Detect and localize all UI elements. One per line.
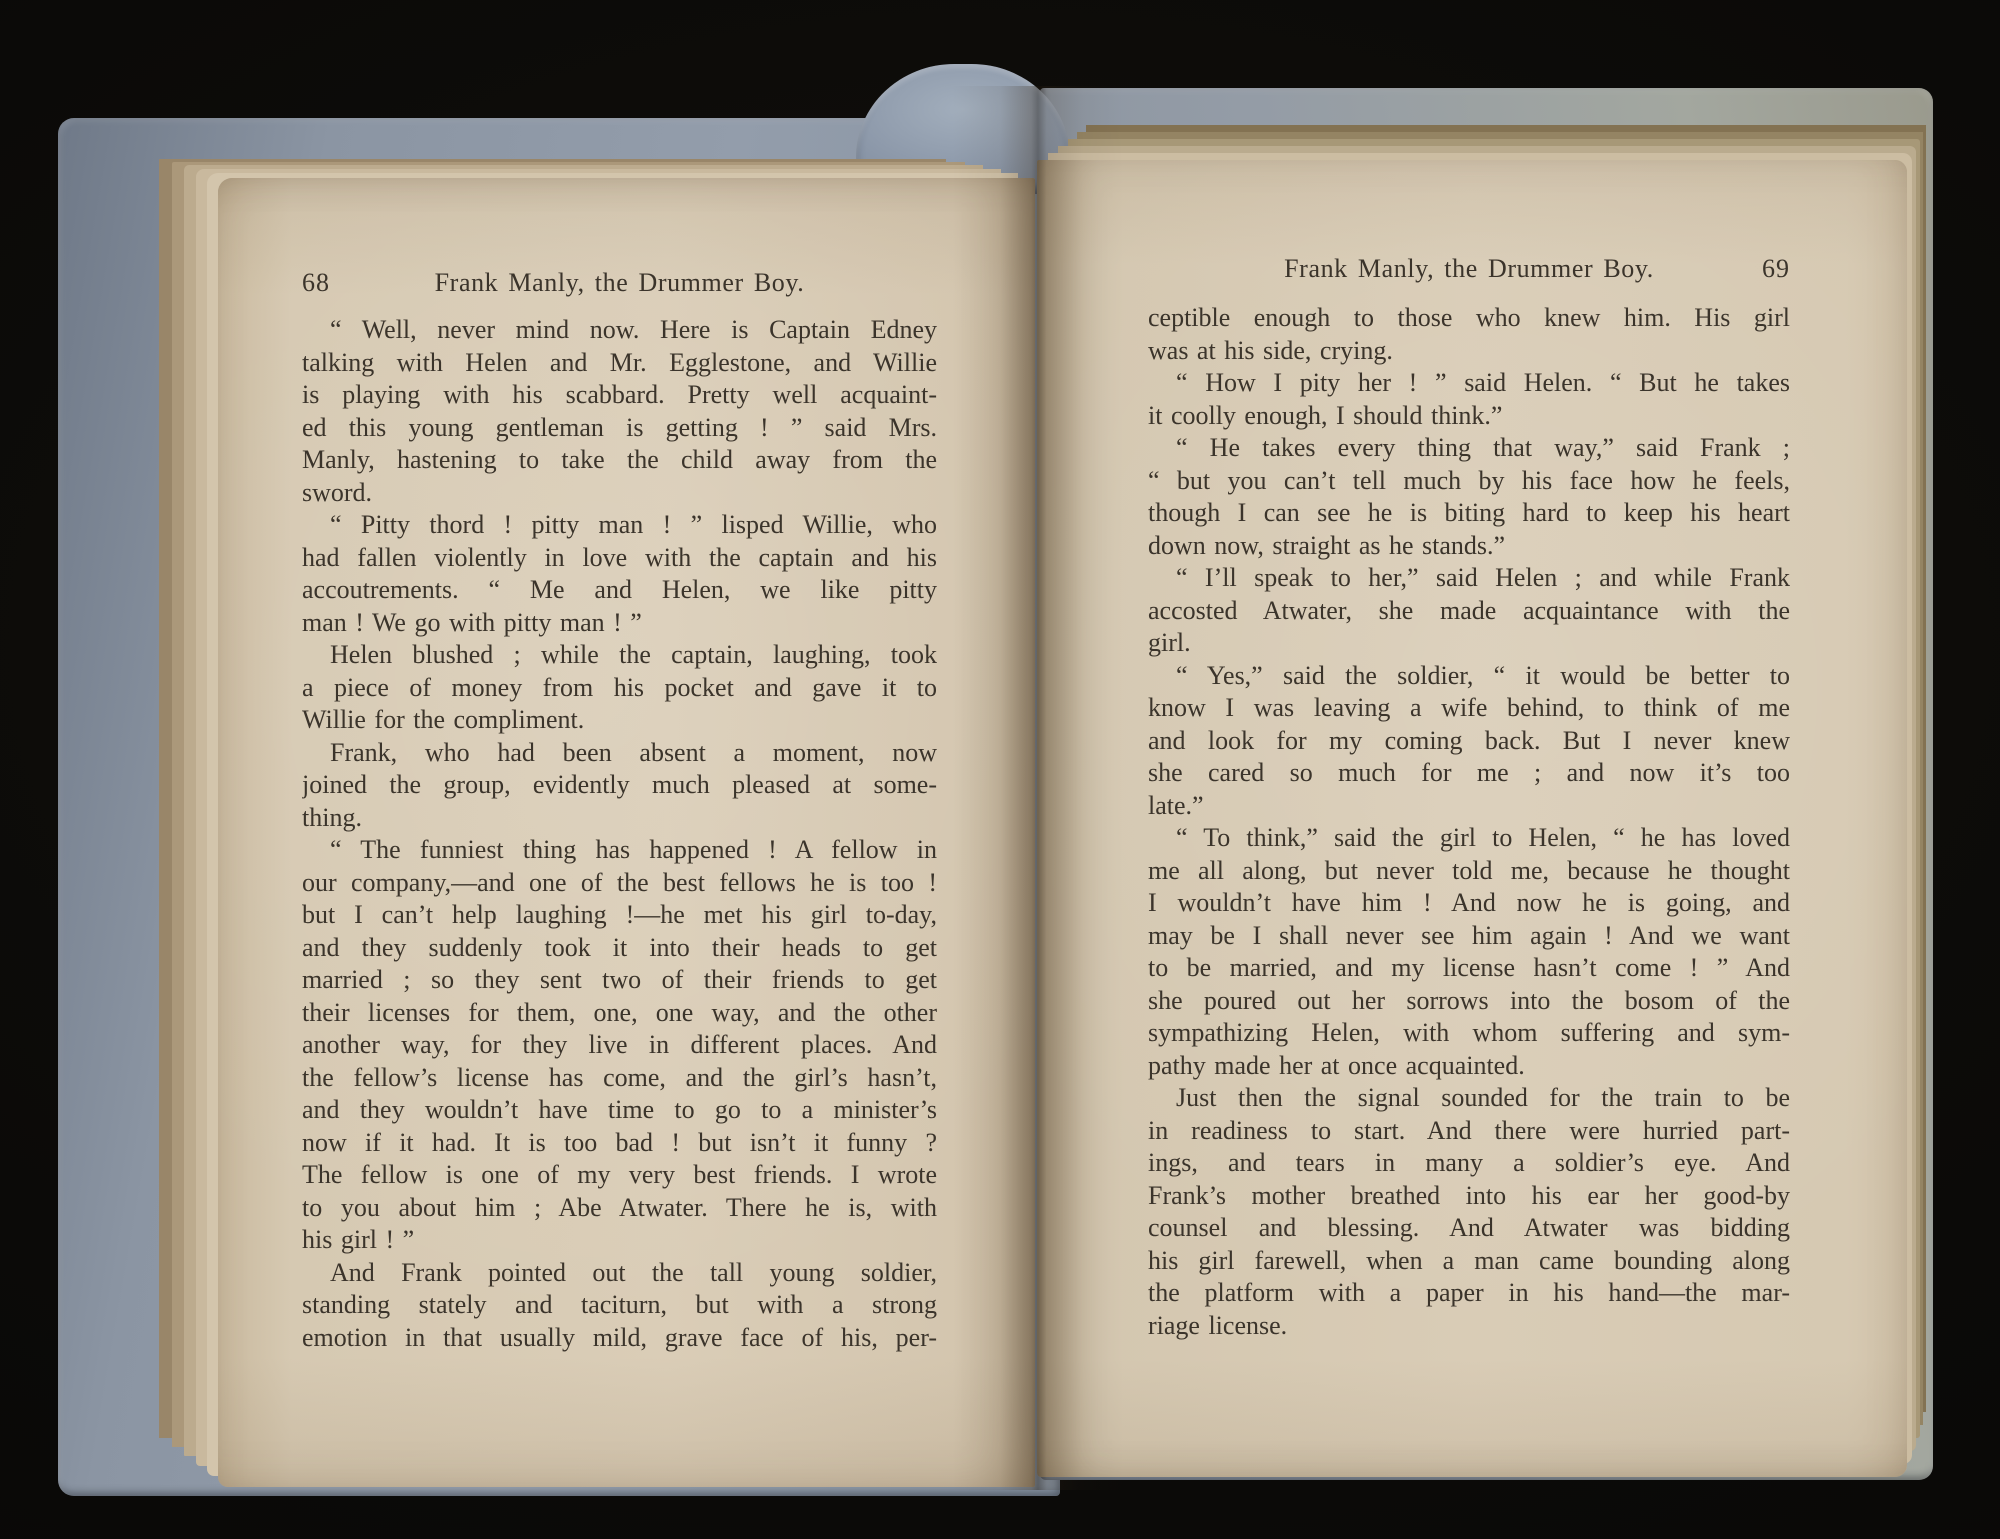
text-line: our company,—and one of the best fellows he is too ! xyxy=(302,867,937,897)
text-line: “ The funniest thing has happened ! A fellow in xyxy=(330,835,937,864)
right-running-title: Frank Manly, the Drummer Boy. xyxy=(1284,254,1654,283)
text-line: she cared so much for me ; and now it’s too xyxy=(1148,758,1790,787)
text-line: Frank’s mother breathed into his ear her good-by xyxy=(1148,1180,1790,1210)
text-line: is playing with his scabbard. Pretty well acquaint- xyxy=(302,380,937,409)
text-line: Helen blushed ; while the captain, laughing, took xyxy=(330,640,937,669)
text-line: it coolly enough, I should think.” xyxy=(1148,400,1503,430)
text-line: the platform with a paper in his hand—the mar- xyxy=(1148,1278,1790,1307)
text-line: his girl ! ” xyxy=(302,1225,415,1254)
text-line: Willie for the compliment. xyxy=(302,705,585,734)
text-line: late.” xyxy=(1148,790,1204,820)
text-line: the fellow’s license has come, and the girl’s hasn’t, xyxy=(302,1062,937,1092)
text-line: “ Well, never mind now. Here is Captain Edney xyxy=(330,315,937,344)
right-page-text xyxy=(1148,302,1790,1342)
text-line: And Frank pointed out the tall young soldier, xyxy=(330,1257,937,1287)
text-line: and they suddenly took it into their heads to get xyxy=(302,932,937,962)
text-line: “ Yes,” said the soldier, “ it would be better to xyxy=(1176,660,1790,690)
text-line: riage license. xyxy=(1148,1310,1288,1340)
text-line: know I was leaving a wife behind, to think of me xyxy=(1148,693,1790,722)
text-line: had fallen violently in love with the captain and his xyxy=(302,542,937,572)
text-line: and they wouldn’t have time to go to a minister’s xyxy=(302,1095,937,1124)
left-page xyxy=(218,178,1035,1487)
text-line: thing. xyxy=(302,802,362,832)
text-line: married ; so they sent two of their friends to get xyxy=(302,965,937,994)
left-page-number: 68 xyxy=(302,268,330,297)
text-line: down now, straight as he stands.” xyxy=(1148,530,1506,560)
text-line: emotion in that usually mild, grave face of his, per- xyxy=(302,1322,937,1352)
text-line: Manly, hastening to take the child away from the xyxy=(302,445,937,474)
text-line: may be I shall never see him again ! And we want xyxy=(1148,920,1790,950)
text-line: now if it had. It is too bad ! but isn’t it funny ? xyxy=(302,1127,937,1157)
text-line: “ He takes every thing that way,” said Frank ; xyxy=(1176,433,1790,462)
right-page-header xyxy=(1148,254,1790,284)
text-line: Just then the signal sounded for the train to be xyxy=(1176,1083,1790,1112)
text-line: “ Pitty thord ! pitty man ! ” lisped Willie, who xyxy=(330,510,937,539)
text-line: man ! We go with pitty man ! ” xyxy=(302,607,642,637)
text-line: a piece of money from his pocket and gave it to xyxy=(302,672,937,702)
text-line: she poured out her sorrows into the bosom of the xyxy=(1148,985,1790,1015)
text-line: I wouldn’t have him ! And now he is going, and xyxy=(1148,888,1790,917)
text-line: “ To think,” said the girl to Helen, “ he has loved xyxy=(1176,823,1790,852)
text-line: standing stately and taciturn, but with a strong xyxy=(302,1290,937,1319)
right-page xyxy=(1037,160,1907,1477)
text-line: ed this young gentleman is getting ! ” said Mrs. xyxy=(302,412,937,442)
text-line: to be married, and my license hasn’t come ! ” And xyxy=(1148,953,1790,982)
text-line: ceptible enough to those who knew him. His girl xyxy=(1148,303,1790,332)
text-line: to you about him ; Abe Atwater. There he is, with xyxy=(302,1192,937,1222)
text-line: in readiness to start. And there were hurried part- xyxy=(1148,1115,1790,1145)
text-line: pathy made her at once acquainted. xyxy=(1148,1050,1525,1080)
text-line: sympathizing Helen, with whom suffering and sym- xyxy=(1148,1018,1790,1047)
text-line: sword. xyxy=(302,477,373,507)
text-line: me all along, but never told me, because he thought xyxy=(1148,855,1790,885)
left-running-title: Frank Manly, the Drummer Boy. xyxy=(434,268,805,297)
text-line: accoutrements. “ Me and Helen, we like pitty xyxy=(302,575,937,604)
text-line: but I can’t help laughing !—he met his girl to-day, xyxy=(302,900,937,929)
text-line: their licenses for them, one, one way, and the other xyxy=(302,997,937,1027)
text-line: “ How I pity her ! ” said Helen. “ But he takes xyxy=(1176,368,1790,397)
text-line: joined the group, evidently much pleased at some- xyxy=(302,770,937,799)
text-line: though I can see he is biting hard to keep his heart xyxy=(1148,498,1790,527)
text-line: Frank, who had been absent a moment, now xyxy=(330,737,937,767)
text-line: was at his side, crying. xyxy=(1148,335,1393,365)
text-line: The fellow is one of my very best friends. I wrote xyxy=(302,1160,937,1189)
text-line: accosted Atwater, she made acquaintance with the xyxy=(1148,595,1790,625)
text-line: “ but you can’t tell much by his face how he feels, xyxy=(1148,465,1790,495)
text-line: his girl farewell, when a man came bounding along xyxy=(1148,1245,1790,1275)
text-line: another way, for they live in different places. And xyxy=(302,1030,937,1059)
left-page-text xyxy=(302,314,937,1354)
left-page-header xyxy=(302,268,937,298)
text-line: ings, and tears in many a soldier’s eye. And xyxy=(1148,1148,1790,1177)
text-line: “ I’ll speak to her,” said Helen ; and while Frank xyxy=(1176,563,1790,592)
right-page-number: 69 xyxy=(1762,254,1790,283)
text-line: and look for my coming back. But I never knew xyxy=(1148,725,1790,755)
text-line: talking with Helen and Mr. Egglestone, and Willie xyxy=(302,347,937,377)
text-line: girl. xyxy=(1148,628,1191,657)
text-line: counsel and blessing. And Atwater was bidding xyxy=(1148,1213,1790,1242)
